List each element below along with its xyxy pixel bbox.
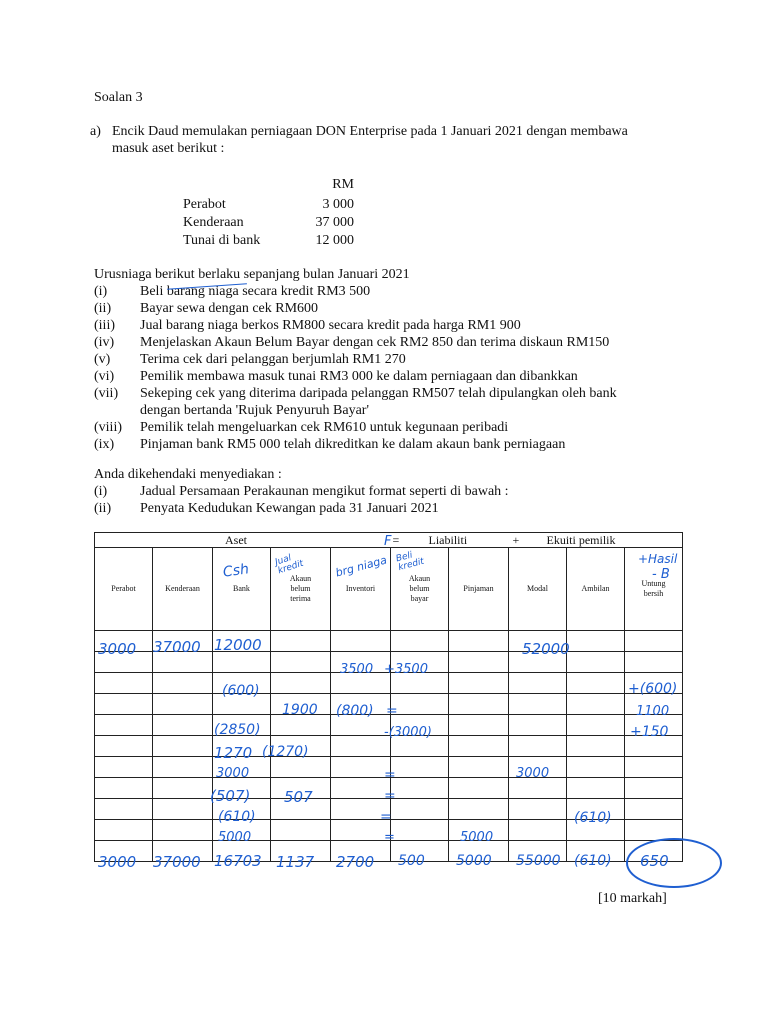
required-text: Penyata Kedudukan Kewangan pada 31 Januari 2021 bbox=[140, 501, 439, 516]
column-header: Inventori bbox=[331, 548, 391, 631]
hw-entry: (1270) bbox=[262, 744, 309, 760]
handwritten-note: Csh bbox=[222, 561, 250, 581]
hw-total: 5000 bbox=[456, 853, 492, 869]
hw-entry: +(600) bbox=[628, 681, 678, 697]
transaction-text: Pemilik telah mengeluarkan cek RM610 untuk kegunaan peribadi bbox=[140, 420, 509, 435]
hw-entry: = bbox=[384, 830, 395, 845]
column-header: Modal bbox=[509, 548, 567, 631]
transaction-num: (v) bbox=[94, 352, 111, 367]
equals-sign: = bbox=[392, 533, 400, 547]
transaction-text: Bayar sewa dengan cek RM600 bbox=[140, 301, 319, 316]
intro-line-1: Encik Daud memulakan perniagaan DON Enterprise pada 1 Januari 2021 dengan membawa bbox=[112, 124, 628, 139]
required-num: (ii) bbox=[94, 501, 112, 516]
hw-entry: (507) bbox=[210, 787, 251, 805]
transaction-text: Sekeping cek yang diterima daripada pelanggan RM507 telah dipulangkan oleh bank bbox=[140, 386, 617, 401]
column-header: Ambilan bbox=[567, 548, 625, 631]
hw-entry: 1900 bbox=[282, 702, 318, 718]
transactions-intro: Urusniaga berikut berlaku sepanjang bulan Januari 2021 bbox=[94, 267, 410, 282]
hw-entry: = bbox=[386, 703, 398, 719]
column-header: Perabot bbox=[95, 548, 153, 631]
column-header-text: Akaun belum terima bbox=[289, 574, 312, 603]
handwritten-note: + bbox=[638, 552, 649, 566]
hw-entry: (2850) bbox=[214, 722, 261, 738]
transaction-text: Pemilik membawa masuk tunai RM3 000 ke dalam perniagaan dan dibankkan bbox=[140, 369, 578, 384]
handwritten-note: brg niaga bbox=[334, 553, 389, 580]
hw-entry: = bbox=[384, 767, 396, 783]
transaction-num: (iv) bbox=[94, 335, 115, 350]
hw-total: 1137 bbox=[276, 853, 315, 871]
hw-entry: +150 bbox=[630, 724, 669, 740]
asset-amount: 12 000 bbox=[315, 233, 354, 248]
required-intro: Anda dikehendaki menyediakan : bbox=[94, 467, 282, 482]
hw-entry: 3000 bbox=[216, 766, 250, 781]
asset-name: Kenderaan bbox=[183, 215, 244, 230]
asset-amount: 37 000 bbox=[315, 215, 354, 230]
asset-name: Tunai di bank bbox=[183, 233, 261, 248]
hw-entry: -(3000) bbox=[384, 725, 432, 740]
group-liabiliti-label: Liabiliti bbox=[428, 533, 468, 547]
marks-label: [10 markah] bbox=[598, 891, 667, 906]
group-ekuiti-cell bbox=[509, 533, 683, 548]
question-title: Soalan 3 bbox=[94, 90, 143, 105]
transaction-num: (vii) bbox=[94, 386, 119, 401]
column-header-text: Untung bersih bbox=[641, 579, 666, 598]
hw-total: 37000 bbox=[153, 853, 201, 871]
hw-total: 650 bbox=[640, 852, 669, 870]
hw-entry: 507 bbox=[284, 788, 313, 806]
transaction-text: Jual barang niaga berkos RM800 secara kredit pada harga RM1 900 bbox=[140, 318, 521, 333]
handwritten-note: Hasil bbox=[648, 552, 678, 566]
asset-name: Perabot bbox=[183, 197, 226, 212]
handwritten-note: Jual kredit bbox=[273, 553, 305, 577]
transaction-text: Beli barang niaga secara kredit RM3 500 bbox=[140, 284, 371, 299]
part-a-marker: a) bbox=[90, 124, 101, 139]
hw-entry: 1100 bbox=[636, 704, 670, 719]
column-header: Kenderaan bbox=[153, 548, 213, 631]
hw-entry: 3500 bbox=[340, 662, 374, 677]
transaction-num: (i) bbox=[94, 284, 108, 299]
circle-mark bbox=[626, 838, 722, 888]
transaction-text: Terima cek dari pelanggan berjumlah RM1 270 bbox=[140, 352, 406, 367]
hw-entry: (600) bbox=[222, 683, 260, 699]
handwritten-note: Beli kredit bbox=[394, 550, 426, 574]
transaction-text: Pinjaman bank RM5 000 telah dikreditkan ke dalam akaun bank perniagaan bbox=[140, 437, 566, 452]
column-header: Bank bbox=[213, 548, 271, 631]
hw-total: 55000 bbox=[516, 853, 561, 869]
hw-total: 3000 bbox=[98, 853, 137, 871]
asset-amount: 3 000 bbox=[322, 197, 354, 212]
group-aset-cell bbox=[95, 533, 391, 548]
group-ekuiti-label: Ekuiti pemilik bbox=[546, 533, 616, 547]
hw-total: 2700 bbox=[336, 853, 375, 871]
column-header: Pinjaman bbox=[449, 548, 509, 631]
handwritten-note: F bbox=[384, 534, 392, 549]
hw-total: 16703 bbox=[214, 852, 262, 870]
transaction-num: (ii) bbox=[94, 301, 112, 316]
transaction-text: dengan bertanda 'Rujuk Penyuruh Bayar' bbox=[140, 403, 369, 418]
required-num: (i) bbox=[94, 484, 108, 499]
transaction-num: (vi) bbox=[94, 369, 115, 384]
hw-entry: (610) bbox=[218, 809, 256, 825]
hw-total: (610) bbox=[574, 853, 612, 869]
hw-entry: 3000 bbox=[516, 766, 550, 781]
transaction-text: Menjelaskan Akaun Belum Bayar dengan cek RM2 850 dan terima diskaun RM150 bbox=[140, 335, 610, 350]
hw-entry: = bbox=[380, 809, 392, 825]
hw-entry: (610) bbox=[574, 810, 612, 826]
hw-entry: 5000 bbox=[460, 830, 494, 845]
assets-header-rm: RM bbox=[332, 177, 354, 192]
transaction-num: (ix) bbox=[94, 437, 115, 452]
required-text: Jadual Persamaan Perakaunan mengikut format seperti di bawah : bbox=[140, 484, 509, 499]
handwritten-note: - B bbox=[652, 567, 670, 582]
hw-entry: 37000 bbox=[153, 638, 201, 656]
group-liabiliti-cell bbox=[391, 533, 509, 548]
hw-entry: (800) bbox=[336, 703, 374, 719]
plus-sign: + bbox=[512, 533, 520, 547]
hw-total: 500 bbox=[398, 853, 425, 869]
hw-entry: 52000 bbox=[522, 640, 570, 658]
hw-entry: 1270 bbox=[214, 744, 253, 762]
intro-line-2: masuk aset berikut : bbox=[112, 141, 225, 156]
hw-entry: +3500 bbox=[384, 662, 428, 677]
hw-entry: 5000 bbox=[218, 830, 252, 845]
transaction-num: (viii) bbox=[94, 420, 122, 435]
hw-entry: 3000 bbox=[98, 640, 137, 658]
group-aset-label: Aset bbox=[225, 533, 247, 547]
hw-entry: 12000 bbox=[214, 636, 262, 654]
column-header-text: Akaun belum bayar bbox=[408, 574, 431, 603]
hw-entry: = bbox=[384, 788, 396, 804]
transaction-num: (iii) bbox=[94, 318, 115, 333]
